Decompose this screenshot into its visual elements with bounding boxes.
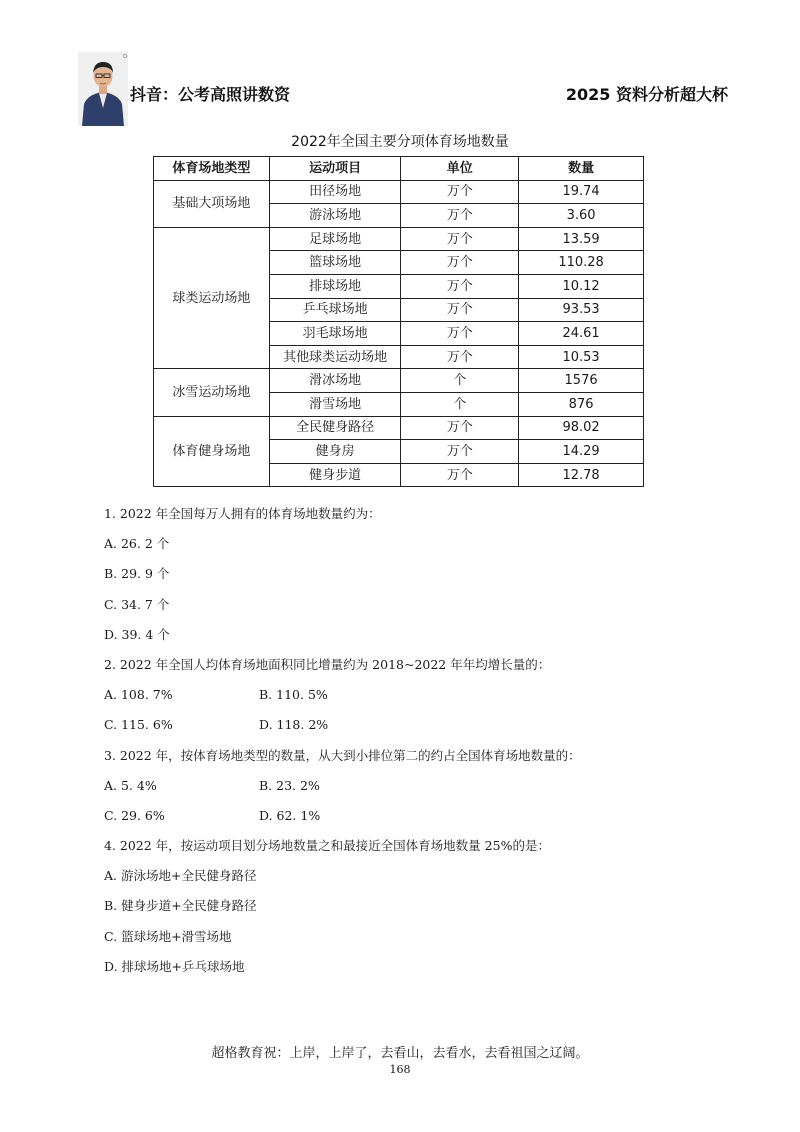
question-stem: 1. 2022 年全国每万人拥有的体育场地数量约为：	[104, 506, 381, 521]
sport-item-cell: 健身房	[269, 440, 401, 464]
answer-option: B. 23. 2%	[259, 777, 320, 793]
header-book-title: 2025 资料分析超大杯	[565, 85, 728, 104]
option-row	[104, 807, 724, 837]
quantity-cell: 110.28	[519, 251, 644, 275]
question-stem: 3. 2022 年，按体育场地类型的数量，从大到小排位第二的约占全国体育场地数量的：	[104, 747, 581, 763]
answer-option: B. 健身步道+全民健身路径	[104, 898, 257, 914]
unit-cell: 万个	[401, 180, 519, 204]
unit-cell: 个	[401, 392, 519, 416]
quantity-cell: 24.61	[519, 322, 644, 346]
unit-cell: 万个	[401, 298, 519, 322]
venue-type-cell: 基础大项场地	[154, 180, 270, 227]
sport-item-cell: 田径场地	[269, 180, 401, 204]
answer-option: C. 34. 7 个	[104, 596, 170, 612]
sport-item-cell: 滑冰场地	[269, 369, 401, 393]
answer-option: C. 115. 6%	[104, 717, 173, 733]
sport-item-cell: 羽毛球场地	[269, 322, 401, 346]
sport-item-cell: 足球场地	[269, 227, 401, 251]
answer-option: B. 110. 5%	[259, 687, 328, 703]
answer-option: B. 29. 9 个	[104, 566, 170, 582]
answer-option: D. 62. 1%	[259, 807, 321, 823]
unit-cell: 万个	[401, 440, 519, 464]
answer-option: C. 29. 6%	[104, 807, 165, 823]
answer-option: A. 5. 4%	[104, 777, 157, 793]
page-number: 168	[389, 1063, 411, 1076]
venue-table	[153, 156, 644, 487]
unit-cell: 万个	[401, 274, 519, 298]
quantity-cell: 876	[519, 392, 644, 416]
quantity-cell: 98.02	[519, 416, 644, 440]
unit-cell: 万个	[401, 251, 519, 275]
question-list	[104, 505, 724, 988]
venue-type-cell: 体育健身场地	[154, 416, 270, 487]
quantity-cell: 14.29	[519, 440, 644, 464]
venue-type-cell: 球类运动场地	[154, 227, 270, 369]
table-row	[154, 227, 644, 251]
quantity-cell: 3.60	[519, 204, 644, 228]
table-row	[154, 416, 644, 440]
question-stem: 4. 2022 年，按运动项目划分场地数量之和最接近全国体育场地数量 25%的是：	[104, 838, 550, 854]
option-row	[104, 716, 724, 746]
answer-option: A. 26. 2 个	[104, 536, 170, 552]
unit-cell: 万个	[401, 345, 519, 369]
column-header: 单位	[401, 157, 519, 181]
table-title: 2022年全国主要分项体育场地数量	[291, 134, 509, 150]
sport-item-cell: 全民健身路径	[269, 416, 401, 440]
sport-item-cell: 篮球场地	[269, 251, 401, 275]
option-row	[104, 777, 724, 807]
unit-cell: 万个	[401, 416, 519, 440]
unit-cell: 万个	[401, 463, 519, 487]
answer-option: D. 118. 2%	[259, 717, 329, 733]
sport-item-cell: 排球场地	[269, 274, 401, 298]
column-header: 体育场地类型	[154, 157, 270, 181]
unit-cell: 万个	[401, 322, 519, 346]
quantity-cell: 12.78	[519, 463, 644, 487]
author-photo	[78, 52, 128, 126]
sport-item-cell: 乒乓球场地	[269, 298, 401, 322]
quantity-cell: 93.53	[519, 298, 644, 322]
sport-item-cell: 其他球类运动场地	[269, 345, 401, 369]
option-row	[104, 686, 724, 716]
quantity-cell: 13.59	[519, 227, 644, 251]
answer-option: D. 排球场地+乒乓球场地	[104, 958, 245, 974]
unit-cell: 万个	[401, 227, 519, 251]
quantity-cell: 1576	[519, 369, 644, 393]
column-header: 运动项目	[269, 157, 401, 181]
answer-option: A. 游泳场地+全民健身路径	[104, 868, 257, 884]
table-row	[154, 180, 644, 204]
sport-item-cell: 游泳场地	[269, 204, 401, 228]
table-row	[154, 369, 644, 393]
sport-item-cell: 滑雪场地	[269, 392, 401, 416]
unit-cell: 万个	[401, 204, 519, 228]
answer-option: C. 篮球场地+滑雪场地	[104, 928, 232, 944]
quantity-cell: 19.74	[519, 180, 644, 204]
sport-item-cell: 健身步道	[269, 463, 401, 487]
question-stem: 2. 2022 年全国人均体育场地面积同比增量约为 2018~2022 年年均增长量的：	[104, 656, 551, 672]
venue-type-cell: 冰雪运动场地	[154, 369, 270, 416]
table-header-row	[154, 157, 644, 181]
quantity-cell: 10.12	[519, 274, 644, 298]
unit-cell: 个	[401, 369, 519, 393]
quantity-cell: 10.53	[519, 345, 644, 369]
answer-option: D. 39. 4 个	[104, 626, 170, 642]
column-header: 数量	[519, 157, 644, 181]
header-channel-name: 抖音：公考高照讲数资	[130, 85, 291, 104]
person-icon	[78, 52, 128, 126]
answer-option: A. 108. 7%	[104, 687, 173, 703]
footer-motto: 超格教育祝：上岸，上岸了，去看山，去看水，去看祖国之辽阔。	[211, 1046, 589, 1061]
